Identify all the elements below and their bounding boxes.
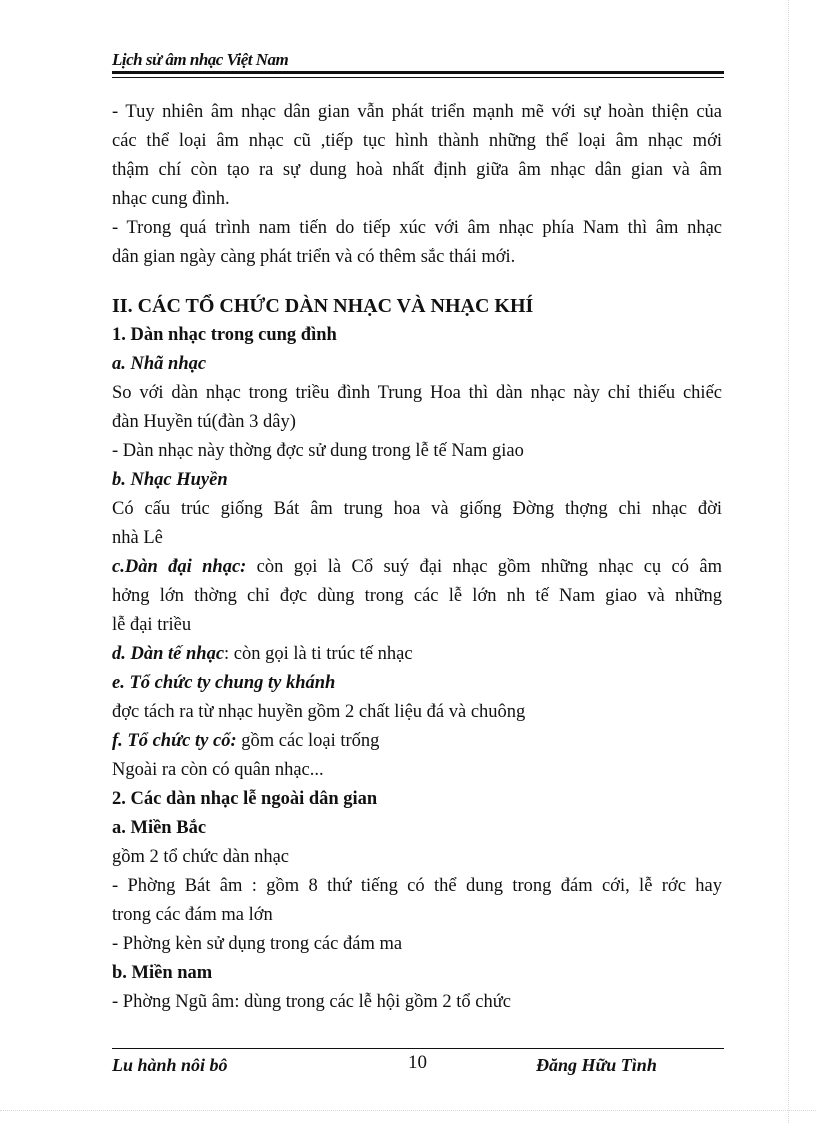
footer-rule <box>112 1048 724 1049</box>
footer-author: Đăng Hữu Tình <box>536 1055 657 1075</box>
paragraph-line: nhà Lê <box>112 528 163 548</box>
page-edge-horizontal <box>0 1110 816 1111</box>
page-body <box>112 98 722 1017</box>
paragraph-line: - Dàn nhạc này thờng đợc sử dung trong lễ tế Nam giao <box>112 441 524 461</box>
paragraph-line: - Tuy nhiên âm nhạc dân gian vẫn phát triển mạnh mẽ với sự hoàn thiện của <box>112 102 722 122</box>
item-text: còn gọi là Cổ suý đại nhạc gồm những nhạc cụ có âm <box>246 557 722 577</box>
paragraph-line <box>112 727 722 756</box>
item-title: f. Tổ chức ty cổ: <box>112 731 237 751</box>
header-rule-thin <box>112 77 724 78</box>
section-heading: II. CÁC TỔ CHỨC DÀN NHẠC VÀ NHẠC KHÍ <box>112 295 534 317</box>
page-edge-vertical <box>788 0 789 1123</box>
header-rule-thick <box>112 71 724 74</box>
paragraph-line: thậm chí còn tạo ra sự dung hoà nhất định giữa âm nhạc dân gian và âm <box>112 160 722 180</box>
footer-left-text: Lu hành nôi bô <box>112 1055 228 1075</box>
subsection-heading: 1. Dàn nhạc trong cung đình <box>112 325 337 345</box>
paragraph-line: đợc tách ra từ nhạc huyền gồm 2 chất liệu đá và chuông <box>112 702 526 722</box>
item-title: b. Nhạc Huyền <box>112 470 228 490</box>
paragraph-line: đàn Huyền tú(đàn 3 dây) <box>112 412 296 432</box>
paragraph-line <box>112 640 722 669</box>
subsection-heading: 2. Các dàn nhạc lễ ngoài dân gian <box>112 789 378 809</box>
paragraph-line: nhạc cung đình. <box>112 189 230 209</box>
item-text: gồm các loại trống <box>236 731 380 751</box>
paragraph-line: lễ đại triều <box>112 615 192 635</box>
paragraph-line: Có cấu trúc giống Bát âm trung hoa và giống Đờng thợng chi nhạc đời <box>112 499 722 519</box>
paragraph-line: - Phờng Bát âm : gồm 8 thứ tiếng có thể dung trong đám cới, lễ rớc hay <box>112 876 722 896</box>
item-title: a. Miền Bắc <box>112 818 207 838</box>
item-title: d. Dàn tế nhạc <box>112 644 225 664</box>
page-number: 10 <box>408 1052 427 1073</box>
paragraph-line: gồm 2 tổ chức dàn nhạc <box>112 847 289 867</box>
item-title: e. Tổ chức ty chung ty khánh <box>112 673 336 693</box>
item-title: a. Nhã nhạc <box>112 354 207 374</box>
paragraph-line <box>112 553 722 582</box>
paragraph-line: - Phờng kèn sử dụng trong các đám ma <box>112 934 403 954</box>
paragraph-line: trong các đám ma lớn <box>112 905 273 925</box>
paragraph-line: Ngoài ra còn có quân nhạc... <box>112 760 324 780</box>
item-title: c.Dàn đại nhạc: <box>112 557 247 577</box>
paragraph-line: dân gian ngày càng phát triển và có thêm sắc thái mới. <box>112 247 516 267</box>
paragraph-line: hởng lớn thờng chỉ đợc dùng trong các lễ lớn nh tế Nam giao và những <box>112 586 722 606</box>
header-title: Lịch sử âm nhạc Việt Nam <box>112 50 289 69</box>
paragraph-line: - Trong quá trình nam tiến do tiếp xúc với âm nhạc phía Nam thì âm nhạc <box>112 218 722 238</box>
item-title: b. Miền nam <box>112 963 213 983</box>
paragraph-line: các thể loại âm nhạc cũ ,tiếp tục hình thành những thể loại âm nhạc mới <box>112 131 722 151</box>
item-text: : còn gọi là ti trúc tế nhạc <box>224 644 413 664</box>
paragraph-line: So với dàn nhạc trong triều đình Trung Hoa thì dàn nhạc này chỉ thiếu chiếc <box>112 383 722 403</box>
paragraph-line: - Phờng Ngũ âm: dùng trong các lễ hội gồm 2 tổ chức <box>112 992 511 1012</box>
